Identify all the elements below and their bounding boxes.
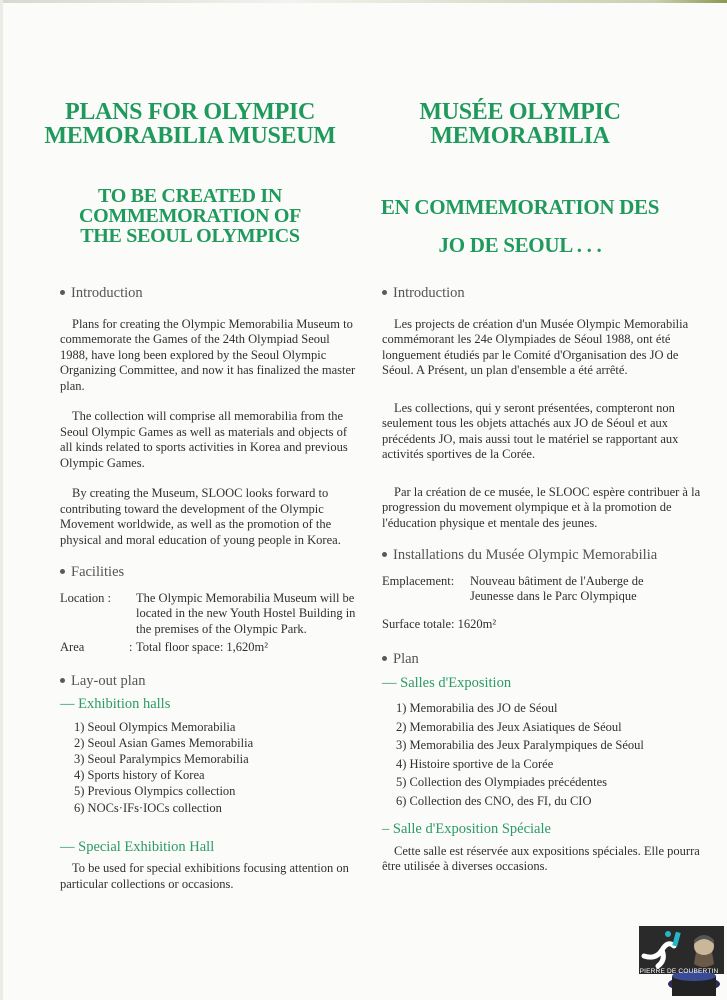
heading-text: Plan — [393, 651, 419, 667]
french-halls-list — [382, 699, 712, 810]
english-facilities-heading — [60, 565, 360, 581]
list-item: 5) Previous Olympics collection — [74, 784, 236, 799]
coubertin-watermark-logo — [634, 926, 724, 996]
heading-text: Introduction — [71, 285, 143, 301]
list-item: 5) Collection des Olympiades précédentes — [396, 775, 608, 789]
english-column — [60, 286, 360, 892]
list-item: 6) Collection des CNO, des FI, du CIO — [396, 793, 592, 808]
english-title-line: MEMORABILIA MUSEUM — [44, 123, 336, 149]
english-location-row — [60, 591, 360, 638]
english-layout-heading — [60, 674, 360, 690]
french-location-row — [382, 574, 712, 605]
english-subtitle-line: TO BE CREATED IN — [98, 185, 282, 207]
bullet-icon — [382, 290, 387, 295]
list-item: 3) Memorabilia des Jeux Paralympiques de Séoul — [396, 738, 644, 752]
french-title — [340, 100, 700, 148]
bullet-icon — [60, 569, 65, 574]
list-item: 2) Seoul Asian Games Memorabilia — [74, 735, 254, 750]
area-label: Area — [60, 640, 85, 654]
list-item: 4) Sports history of Korea — [74, 768, 205, 783]
english-title — [40, 100, 340, 148]
list-item: 4) Histoire sportive de la Corée — [396, 756, 554, 771]
english-subtitle-line: THE SEOUL OLYMPICS — [80, 225, 300, 247]
list-item: 6) NOCs·IFs·IOCs collection — [74, 800, 222, 815]
french-intro-paragraph: Les projects de création d'un Musée Olympic Memorabilia commémorant les 24e Olympiades de Séoul 1988, ont été longuement étudiés par le Comité d'Organisation des JO de Séoul. A Présent, un plan d'ensemble a été arrêté. — [382, 316, 689, 377]
watermark-label: PIERRE DE COUBERTIN — [639, 968, 719, 975]
runner-logo-icon — [634, 926, 724, 996]
french-special-heading: – Salle d'Exposition Spéciale — [382, 821, 551, 837]
location-label: Location : — [60, 590, 112, 605]
list-item: 2) Memorabilia des Jeux Asiatiques de Séoul — [396, 719, 622, 734]
english-intro-heading — [60, 286, 360, 302]
list-item: 3) Seoul Paralympics Memorabilia — [74, 751, 249, 766]
english-subtitle-line: COMMEMORATION OF — [78, 205, 302, 227]
heading-text: Facilities — [71, 564, 125, 580]
english-title-line: PLANS FOR OLYMPIC — [64, 99, 316, 125]
bullet-icon — [60, 678, 65, 683]
english-subtitle — [40, 186, 340, 246]
scan-edge-left — [0, 0, 3, 1000]
english-intro-paragraph: By creating the Museum, SLOOC looks forward to contributing toward the development of the Olympic Movement worldwide, as well as the promotion of the physical and moral education of young people in Korea. — [60, 486, 341, 547]
french-intro-heading — [382, 286, 712, 302]
heading-text: Introduction — [393, 285, 465, 301]
english-area-row — [60, 640, 360, 656]
french-area-row: Surface totale: 1620m² — [382, 616, 497, 631]
area-separator: : — [129, 640, 133, 654]
heading-text: Lay-out plan — [71, 672, 146, 689]
french-subtitle — [340, 188, 700, 264]
scan-edge-top — [0, 0, 727, 3]
bullet-icon — [382, 656, 387, 661]
english-intro-paragraph: The collection will comprise all memorabilia from the Seoul Olympic Games as well as materials and objects of all kinds related to sports activities in Korea and previous Olympic Games. — [60, 409, 348, 470]
english-special-heading: — Special Exhibition Hall — [60, 838, 215, 855]
french-layout-heading — [382, 652, 712, 668]
list-item: 1) Memorabilia des JO de Séoul — [396, 701, 558, 715]
french-intro-paragraph: Par la création de ce musée, le SLOOC espère contribuer à la progression du movement olympique et à la promotion de l'éducation physique et mentale des jeunes. — [382, 484, 701, 530]
english-special-text: To be used for special exhibitions focusing attention on particular collections or occasions. — [60, 861, 349, 891]
bullet-icon — [382, 552, 387, 557]
french-column — [382, 286, 712, 875]
french-intro-paragraph: Les collections, qui y seront présentées, compteront non seulement tous les objets attachés aux JO de Séoul et aux précédents JO, mais aussi tout le matériel se rapportant aux activités sportives de la Corée. — [382, 400, 679, 461]
location-label: Emplacement: — [382, 573, 455, 588]
bullet-icon — [60, 290, 65, 295]
english-halls-heading: — Exhibition halls — [60, 696, 171, 712]
french-subtitle-line: JO DE SEOUL . . . — [438, 233, 602, 257]
english-intro-paragraph: Plans for creating the Olympic Memorabilia Museum to commemorate the Games of the 24th Olympiad Seoul 1988, have long been explored by the Seoul Olympic Organizing Committee, and now it has finalized the master plan. — [60, 316, 356, 393]
location-value: The Olympic Memorabilia Museum will be located in the new Youth Hostel Building in the premises of the Olympic Park. — [136, 590, 356, 636]
french-facilities-heading — [382, 548, 712, 564]
french-title-line: MUSÉE OLYMPIC MEMORABILIA — [419, 99, 621, 149]
french-subtitle-line: EN COMMEMORATION DES — [380, 195, 660, 219]
french-special-text: Cette salle est réservée aux expositions spéciales. Elle pourra être utilisée à diverses occasions. — [382, 843, 700, 873]
list-item: 1) Seoul Olympics Memorabilia — [74, 719, 236, 734]
french-halls-heading: — Salles d'Exposition — [382, 674, 512, 691]
heading-text: Installations du Musée Olympic Memorabilia — [393, 547, 658, 563]
english-halls-list — [60, 719, 360, 816]
location-value: Nouveau bâtiment de l'Auberge de Jeunesse dans le Parc Olympique — [470, 573, 644, 603]
area-value: Total floor space: 1,620m² — [136, 640, 269, 654]
